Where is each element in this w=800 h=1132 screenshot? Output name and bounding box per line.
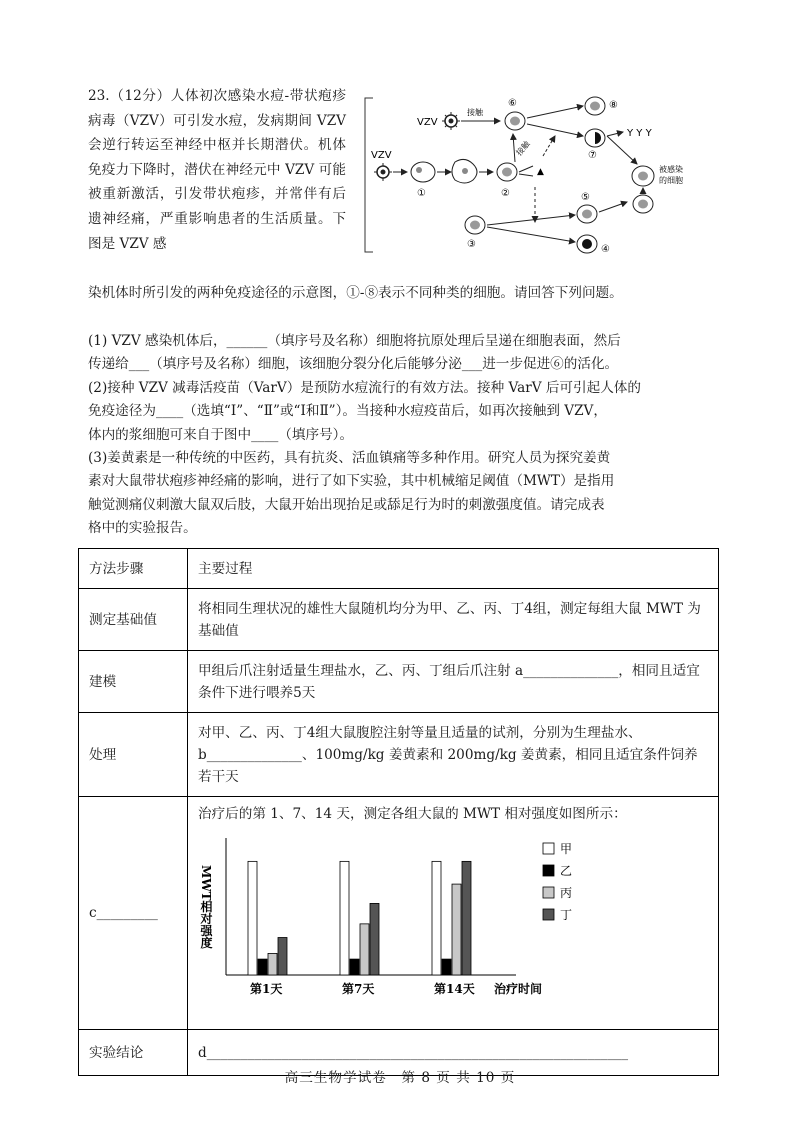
apc-cell-icon [452, 159, 477, 183]
row4-cell [188, 797, 719, 1030]
row4-text: 治疗后的第 1、7、14 天，测定各组大鼠的 MWT 相对强度如图所示： [198, 806, 627, 822]
cytokine-icon: ▲ [537, 167, 544, 177]
cell-4-icon [577, 235, 597, 253]
bar-丁-第14天 [462, 861, 471, 975]
q3-line3: 触觉测痛仪刺激大鼠双后肢，大鼠开始出现抬足或舔足行为时的刺激强度值。请完成表 [88, 496, 605, 513]
contact-label-top: 接触 [467, 108, 483, 117]
legend-label: 甲 [560, 842, 573, 856]
legend-swatch-丁 [543, 909, 554, 920]
row3-text: 对甲、乙、丙、丁4组大鼠腹腔注射等量且适量的试剂，分别为生理盐水、b______________、100mg/kg 姜黄素和 200mg/kg 姜黄素，相同且适宜条件饲养若干天 [188, 713, 719, 797]
x-axis-label: 治疗时间 [494, 982, 543, 996]
vzv-label-top: VZV [417, 117, 438, 128]
cell-6-label: ⑥ [508, 98, 517, 109]
header-step: 方法步骤 [79, 549, 188, 589]
bar-甲-第14天 [432, 861, 441, 975]
cell-2-label: ② [501, 188, 510, 199]
q1-line1: (1) VZV 感染机体后，______（填序号及名称）细胞将抗原处理后呈递在细胞表面，然后 [88, 333, 621, 349]
cell-7-icon [585, 129, 605, 147]
row2-step: 建模 [79, 651, 188, 713]
legend-label: 乙 [560, 864, 573, 878]
cell-8-label: ⑧ [609, 100, 618, 111]
cell-5-icon [577, 205, 597, 223]
q3-line4: 格中的实验报告。 [88, 520, 197, 537]
header-process: 主要过程 [188, 549, 719, 589]
vzv-label-left: VZV [371, 150, 392, 161]
table-row [79, 797, 719, 1030]
row3-step: 处理 [79, 713, 188, 797]
question-intro: 23.（12分）人体初次感染水痘-带状疱疹病毒（VZV）可引发水痘，发病期间 VZV 会逆行转运至神经中枢并长期潜伏。机体免疫力下降时，潜伏在神经元中 VZV 可能被重新激活，引发带状疱疹，并常伴有后遗神经痛，严重影响患者的生活质量。下图是 VZV 感 [88, 88, 346, 252]
bar-丙-第1天 [268, 953, 277, 975]
table-header-row [79, 549, 719, 589]
cell-3-label: ③ [467, 239, 476, 250]
cell-7-label: ⑦ [588, 150, 597, 161]
bar-丙-第14天 [452, 884, 461, 975]
infected-cell-label-2: 的细胞 [659, 176, 683, 185]
mwt-chart [198, 825, 638, 1025]
bar-乙-第7天 [350, 959, 359, 975]
cell-1-label: ① [417, 188, 426, 199]
antibody-icon: Y Y Y [627, 128, 652, 139]
cell-5-label: ⑤ [581, 192, 590, 203]
vzv-virus-icon-top [442, 112, 460, 130]
row1-text: 将相同生理状况的雄性大鼠随机均分为甲、乙、丙、丁4组，测定每组大鼠 MWT 为基础值 [188, 589, 719, 651]
infected-cell-icon [632, 166, 654, 186]
bar-甲-第7天 [340, 861, 349, 975]
x-tick-label: 第1天 [250, 982, 283, 996]
legend-swatch-乙 [543, 865, 554, 876]
q2-line2: 免疫途径为____（选填“Ⅰ”、“Ⅱ”或“Ⅰ和Ⅱ”）。当接种水痘疫苗后，如再次接触到 VZV， [88, 403, 607, 420]
table-row [79, 651, 719, 713]
q3-line2: 素对大鼠带状疱疹神经痛的影响，进行了如下实验，其中机械缩足阈值（MWT）是指用 [88, 473, 615, 490]
table-row [79, 713, 719, 797]
x-tick-label: 第7天 [342, 982, 375, 996]
bar-丁-第1天 [278, 938, 287, 976]
path-bracket [365, 98, 373, 252]
q3-line1: (3)姜黄素是一种传统的中医药，具有抗炎、活血镇痛等多种作用。研究人员为探究姜黄 [88, 450, 611, 467]
q1-line2: 传递给___（填序号及名称）细胞，该细胞分裂分化后能够分泌___进一步促进⑥的活化。 [88, 356, 619, 373]
row2-text: 甲组后爪注射适量生理盐水，乙、丙、丁组后爪注射 a______________，相同且适宜条件下进行喂养5天 [188, 651, 719, 713]
legend-swatch-甲 [543, 843, 554, 854]
cell-4-label: ④ [601, 244, 610, 255]
row1-step: 测定基础值 [79, 589, 188, 651]
bar-丁-第7天 [370, 903, 379, 975]
cell-3-icon [465, 216, 485, 234]
bar-丙-第7天 [360, 924, 369, 975]
x-tick-label: 第14天 [434, 982, 475, 996]
y-axis-label: MWT相对强度 [199, 865, 213, 949]
immune-pathway-diagram [355, 92, 735, 262]
cell-8-icon [585, 97, 605, 115]
sub-questions [88, 330, 728, 541]
legend-label: 丁 [560, 908, 573, 922]
row4-step: c_________ [79, 797, 188, 1030]
cell-1-icon [411, 162, 435, 182]
contact-label-mid: 接触 [514, 139, 532, 158]
mwt-chart-svg [198, 825, 638, 1005]
bar-乙-第14天 [442, 959, 451, 975]
legend-swatch-丙 [543, 887, 554, 898]
row5-step: 实验结论 [79, 1030, 188, 1076]
cell-killing-icon [633, 195, 653, 213]
question-intro-tail: 染机体时所引发的两种免疫途径的示意图，①-⑧表示不同种类的细胞。请回答下列问题。 [88, 285, 623, 301]
infected-cell-label-1: 被感染 [659, 165, 683, 174]
cell-6-icon [505, 112, 525, 130]
row5-text: d______________________________________________________________ [188, 1030, 719, 1076]
q2-line3: 体内的浆细胞可来自于图中____（填序号）。 [88, 426, 354, 443]
table-row [79, 589, 719, 651]
q2-line1: (2)接种 VZV 减毒活疫苗（VarV）是预防水痘流行的有效方法。接种 VarV 后可引起人体的 [88, 379, 641, 396]
bar-甲-第1天 [248, 861, 257, 975]
experiment-table [78, 548, 719, 1076]
page-footer: 高三生物学试卷 第 8 页 共 10 页 [284, 1070, 516, 1086]
bar-乙-第1天 [258, 959, 267, 975]
legend-label: 丙 [560, 886, 573, 900]
vzv-virus-icon-left [374, 163, 392, 181]
cell-2-icon [497, 163, 517, 181]
